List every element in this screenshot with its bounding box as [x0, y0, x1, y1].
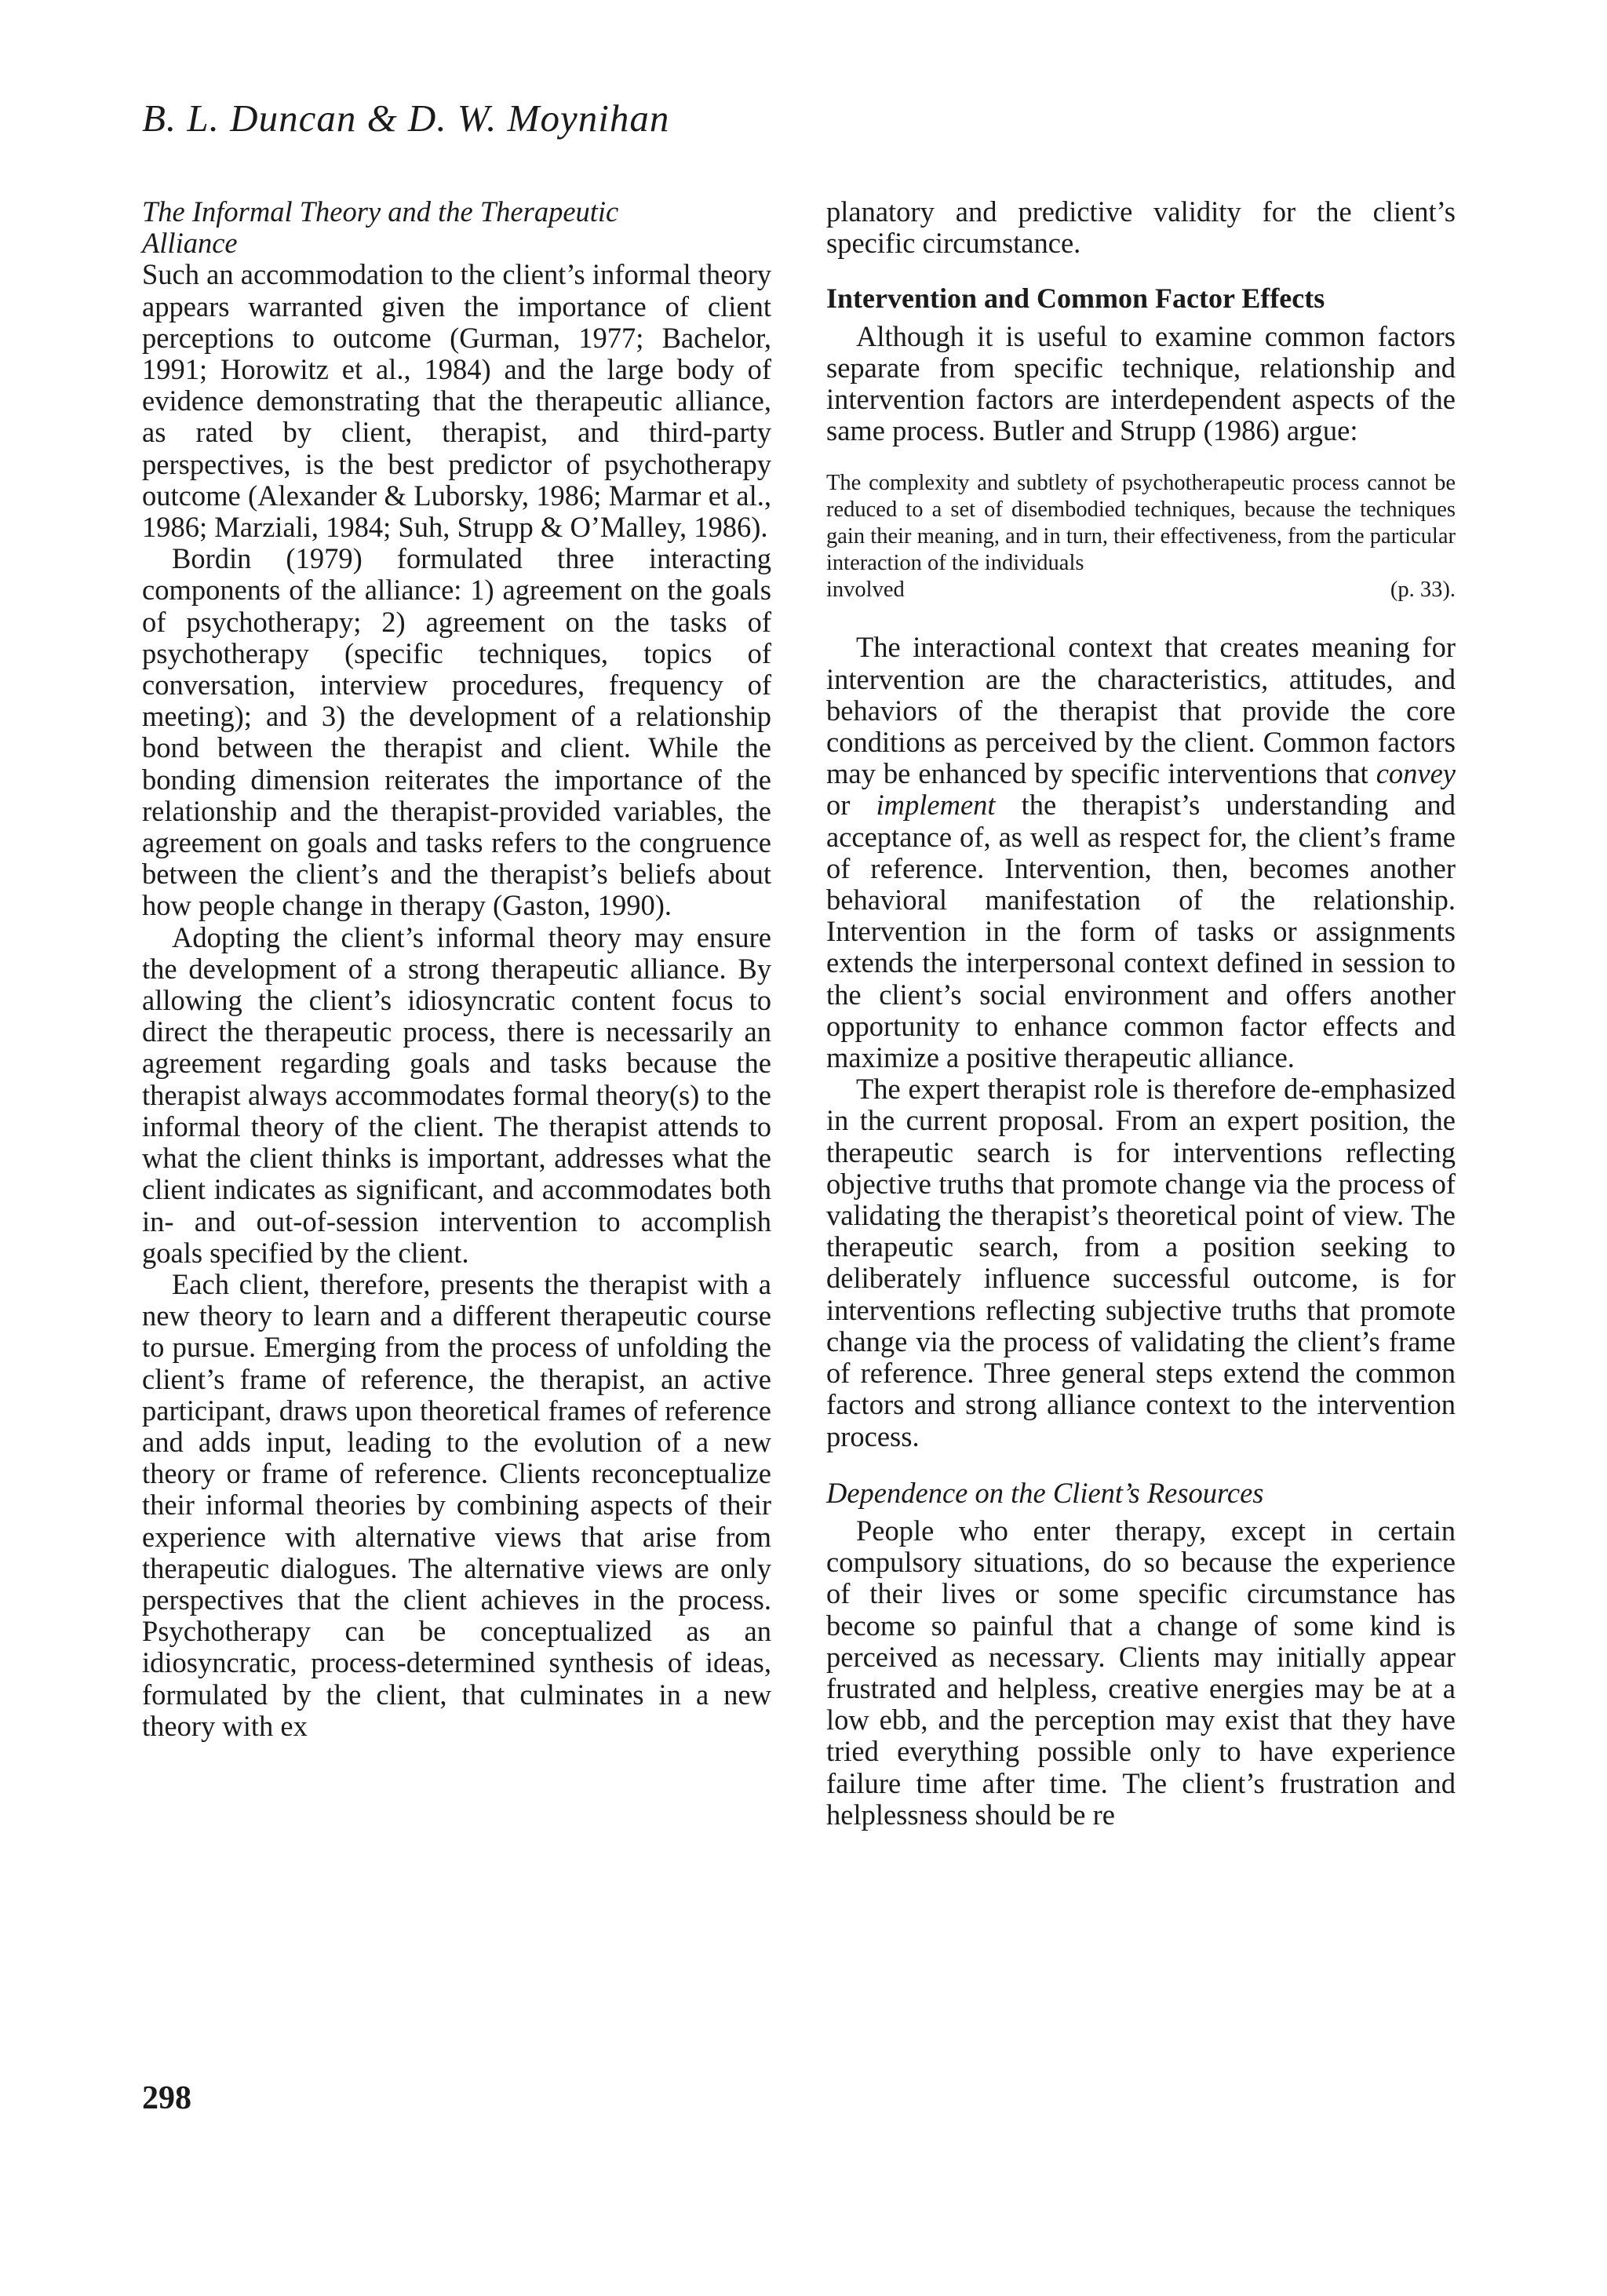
paragraph-expert-role: The expert therapist role is therefore de-emphasized in the current proposal. From an expert position, the therapeutic search is for interventions reflecting objective truths that promote change via the process of validating the therapist’s theoretical point of view. The therapeutic search, from a position seeking to deliberately influence successful outcome, is for interventions reflecting subjective truths that promote change via the process of validating the client’s frame of reference. Three general steps extend the common factors and strong alliance context to the intervention process.: [826, 1073, 1456, 1452]
paragraph-interactional-part-2: or: [826, 789, 876, 822]
block-quote-last-word: involved: [826, 578, 905, 603]
paragraph-interactional-part-1: The interactional context that creates meaning for intervention are the characteristics, attitudes, and behaviors of the therapist that provide the core conditions as perceived by the client. Common factors may be enhanced by specific interventions that: [826, 631, 1456, 790]
block-quote-text: The complexity and subtlety of psychotherapeutic process cannot be reduced to a set of disembodied techniques, because the techniques gain their meaning, and in turn, their effectiveness, from the particular interaction of the individuals: [826, 471, 1456, 576]
right-column: [826, 196, 1456, 1831]
block-quote-butler-strupp: [826, 470, 1456, 603]
paragraph-adopting: Adopting the client’s informal theory may ensure the development of a strong therapeutic alliance. By allowing the client’s idiosyncratic content focus to direct the therapeutic process, there is necessarily an agreement regarding goals and tasks because the therapist always accommodates formal theory(s) to the informal theory of the client. The therapist attends to what the client thinks is important, addresses what the client indicates as significant, and accommodates both in- and out-of-session intervention to accomplish goals specified by the client.: [142, 920, 771, 1269]
page-number: 298: [142, 2080, 191, 2116]
paragraph-accommodation: Such an accommodation to the client’s informal theory appears warranted given the importance of client perceptions to outcome (Gurman, 1977; Bachelor, 1991; Horowitz et al., 1984) and the large body of evidence demonstrating that the therapeutic alliance, as rated by client, therapist, and third-party perspectives, is the best predictor of psychotherapy outcome (Alexander & Luborsky, 1986; Marmar et al., 1986; Marziali, 1984; Suh, Strupp & O’Malley, 1986).: [142, 258, 771, 544]
block-quote-citation: (p. 33).: [1390, 578, 1456, 603]
emphasis-implement: implement: [876, 789, 996, 822]
paragraph-interactional-part-3: the therapist’s understanding and acceptance of, as well as respect for, the client’s frame of reference. Intervention, then, becomes another behavioral manifestation of the relationship. Intervention in the form of tasks or assignments extends the interpersonal context defined in session to the client’s social environment and offers another opportunity to enhance common factor effects and maximize a positive therapeutic alliance.: [826, 789, 1456, 1074]
paragraph-each-client: Each client, therefore, presents the therapist with a new theory to learn and a different therapeutic course to pursue. Emerging from the process of unfolding the client’s frame of reference, the therapist, an active participant, draws upon theoretical frames of reference and adds input, leading to the evolution of a new theory or frame of reference. Clients reconceptualize their informal theories by combining aspects of their experience with alternative views that arise from therapeutic dialogues. The alternative views are only perspectives that the client achieves in the process. Psychotherapy can be conceptualized as an idiosyncratic, process-determined synthesis of ideas, formulated by the client, that culminates in a new theory with ex: [142, 1267, 771, 1742]
block-quote-last-line: [826, 577, 1456, 603]
subsection-heading-client-resources: Dependence on the Client’s Resources: [826, 1476, 1264, 1509]
emphasis-convey: convey: [1376, 757, 1456, 790]
paragraph-bordin: Bordin (1979) formulated three interacting components of the alliance: 1) agreement on the goals of psychotherapy; 2) agreement on the tasks of psychotherapy (specific techniques, topics of conversation, interview procedures, frequency of meeting); and 3) the development of a relationship bond between the therapist and client. While the bonding dimension reiterates the importance of the relationship and the therapist-provided variables, the agreement on goals and tasks refers to the congruence between the client’s and the therapist’s beliefs about how people change in therapy (Gaston, 1990).: [142, 542, 771, 922]
running-head-authors: B. L. Duncan & D. W. Moynihan: [142, 97, 670, 140]
section-heading-intervention: Intervention and Common Factor Effects: [826, 282, 1325, 315]
paragraph-interactional-context: [826, 632, 1456, 1073]
section-heading-informal-theory: The Informal Theory and the Therapeutic Alliance: [142, 195, 619, 260]
paragraph-continuation: planatory and predictive validity for the client’s specific circumstance.: [826, 195, 1456, 260]
left-column: [142, 196, 771, 1742]
paragraph-people-enter-therapy: People who enter therapy, except in certain compulsory situations, do so because the experience of their lives or some specific circumstance has become so painful that a change of some kind is perceived as necessary. Clients may initially appear frustrated and helpless, creative energies may be at a low ebb, and the perception may exist that they have tried everything possible only to have experience failure time after time. The client’s frustration and helplessness should be re: [826, 1514, 1456, 1831]
paragraph-although: Although it is useful to examine common factors separate from specific technique, relationship and intervention factors are interdependent aspects of the same process. Butler and Strupp (1986) argue:: [826, 319, 1456, 447]
